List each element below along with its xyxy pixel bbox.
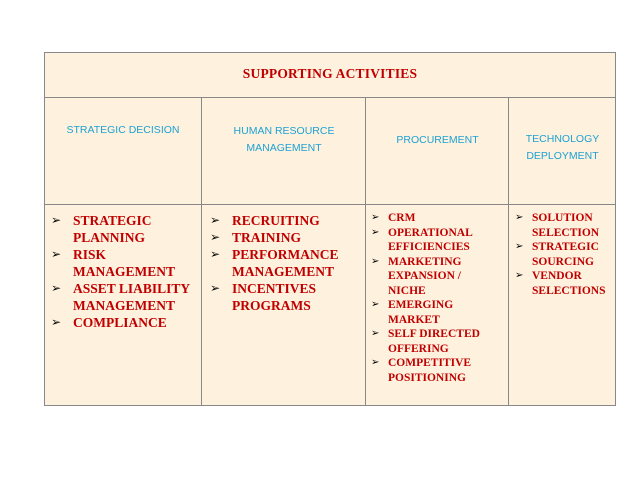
list-item — [210, 246, 360, 280]
list-item-text: COMPLIANCE — [73, 315, 167, 330]
list-item-text: PERFORMANCE MANAGEMENT — [232, 247, 339, 279]
list-item-text: STRATEGIC SOURCING — [532, 241, 599, 268]
list-item-text: VENDOR SELECTIONS — [532, 270, 606, 297]
table-title: SUPPORTING ACTIVITIES — [242, 66, 418, 81]
list-item — [371, 255, 501, 299]
body-cell-technology — [509, 205, 616, 406]
list-item — [371, 356, 501, 385]
list-item — [51, 212, 196, 246]
column-header: PROCUREMENT — [396, 134, 479, 146]
body-cell-procurement — [366, 205, 509, 406]
list-item-text: SELF DIRECTED OFFERING — [388, 328, 480, 355]
arrow-bullet-icon: ➢ — [371, 299, 380, 310]
arrow-bullet-icon: ➢ — [371, 357, 380, 368]
list-item-text: ASSET LIABILITY MANAGEMENT — [73, 281, 190, 313]
list-item-text: STRATEGIC PLANNING — [73, 213, 152, 245]
list-item — [371, 327, 501, 356]
list-item-text: RISK MANAGEMENT — [73, 247, 175, 279]
supporting-activities-table — [44, 52, 616, 406]
list-item-text: MARKETING EXPANSION / NICHE — [388, 255, 462, 297]
list-item-text: SOLUTION SELECTION — [532, 212, 600, 239]
column-divider — [201, 97, 202, 406]
list-item — [210, 212, 360, 229]
arrow-bullet-icon: ➢ — [51, 281, 62, 295]
list-item-text: COMPETITIVE POSITIONING — [388, 357, 472, 384]
arrow-bullet-icon: ➢ — [515, 241, 524, 252]
list-item — [51, 314, 196, 331]
column-header: STRATEGIC DECISION — [66, 124, 180, 136]
list-item-text: OPERATIONAL EFFICIENCIES — [388, 226, 473, 253]
body-cell-human-resource — [202, 205, 366, 406]
list-item — [51, 246, 196, 280]
header-cell-procurement — [366, 97, 509, 204]
arrow-bullet-icon: ➢ — [371, 328, 380, 339]
column-divider — [508, 97, 509, 406]
item-list — [371, 211, 501, 385]
item-list — [51, 212, 196, 331]
body-row — [44, 205, 616, 406]
column-header: TECHNOLOGY DEPLOYMENT — [525, 133, 600, 162]
arrow-bullet-icon: ➢ — [51, 213, 62, 227]
arrow-bullet-icon: ➢ — [371, 255, 380, 267]
header-cell-strategic-decision — [44, 97, 202, 204]
list-item — [210, 229, 360, 246]
title-row — [44, 52, 616, 98]
list-item — [371, 298, 501, 327]
column-divider — [365, 97, 366, 406]
arrow-bullet-icon: ➢ — [210, 281, 221, 295]
arrow-bullet-icon: ➢ — [371, 212, 380, 223]
arrow-bullet-icon: ➢ — [371, 226, 380, 238]
arrow-bullet-icon: ➢ — [515, 270, 524, 281]
list-item — [371, 226, 501, 255]
list-item — [51, 280, 196, 314]
list-item-text: TRAINING — [232, 230, 302, 245]
arrow-bullet-icon: ➢ — [51, 315, 62, 329]
header-cell-human-resource — [202, 97, 366, 204]
list-item — [371, 211, 501, 226]
arrow-bullet-icon: ➢ — [210, 213, 221, 227]
body-cell-strategic-decision — [44, 205, 202, 406]
arrow-bullet-icon: ➢ — [210, 247, 221, 261]
list-item — [515, 211, 612, 240]
list-item — [515, 240, 612, 269]
list-item — [515, 269, 612, 298]
list-item — [210, 280, 360, 314]
list-item-text: RECRUITING — [232, 213, 320, 228]
arrow-bullet-icon: ➢ — [515, 212, 524, 223]
arrow-bullet-icon: ➢ — [51, 247, 62, 261]
header-cell-technology — [509, 97, 616, 204]
column-header: HUMAN RESOURCE MANAGEMENT — [233, 125, 335, 154]
arrow-bullet-icon: ➢ — [210, 230, 221, 244]
list-item-text: EMERGING MARKET — [388, 299, 454, 326]
list-item-text: CRM — [388, 212, 416, 224]
header-row — [44, 97, 616, 205]
item-list — [210, 212, 360, 314]
list-item-text: INCENTIVES PROGRAMS — [232, 281, 317, 313]
item-list — [515, 211, 612, 298]
